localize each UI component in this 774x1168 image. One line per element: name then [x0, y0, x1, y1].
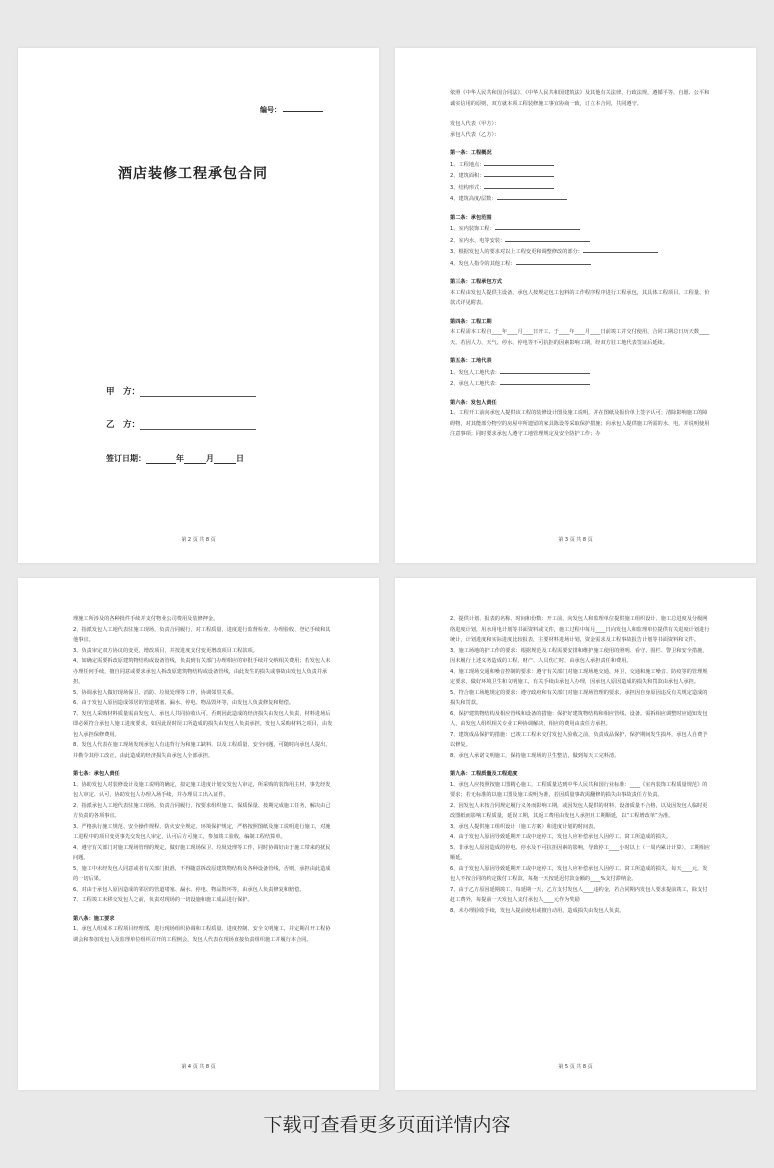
section-heading: 第二条：承包范围	[450, 214, 492, 221]
list-item: 1、发包人工地代表：	[450, 367, 711, 379]
paragraph: 1、承包人组成本工程项目经理部，进行现场组织协调和工程质量、进度控制、安全文明施工，并定期召开工程协调会和参加发包人及监理单位组织召开的工程例会，发包人代表在现场直接负责组织施工并履行本合同。	[73, 926, 331, 943]
paragraph: 1、承包人应按照按施工图精心施工，工程质量达到中华人民共和国行业标准：____《室内装饰工程质量规范》的要求；若无标准的以施工图及施工说明为准，若因质量事故需翻修的损失由事故责任方负责。	[450, 781, 708, 798]
list-item: 2、承包人工地代表：	[450, 378, 711, 390]
paragraph: 7、由于乙方原因延期竣工，每延期一天，乙方支付发包人____违约金，若合同期内发包人要求提前竣工，除支付赶工费外，每提前一天发包人支付承包人____元作为奖励	[450, 886, 708, 903]
page-footer: 第 2 页 共 8 页	[181, 537, 216, 543]
paragraph: 5、非承包人原因造成的停电、停水及不可抗拒因素的影响，导致停工____小时以上（一周内累计计算），工期相应顺延。	[450, 844, 711, 861]
paragraph: 8、发包人代表在施工现场发现承包人有违背行为和施工缺料、以及工程质量、安全问题，可随时向承包人提出，并勒令其停工改正，由此造成的经济损失由承包人全部承担。	[73, 742, 331, 759]
paragraph: 6、对由于承包人原因造成的邻居的管道堵塞、漏水、停电、物品毁坏等，由承包人负责修复和赔偿。	[73, 886, 305, 893]
paragraph: 7、工程竣工未移交发包人之前，负责对现场的一切设施和施工成品进行保护。	[73, 897, 253, 903]
paragraph: 理施工所涉及的各种批件手续并支付物业公司费用及装修押金。	[73, 616, 219, 622]
contract-number: 编号：	[260, 104, 323, 115]
list-item: 3、结构形式：	[450, 182, 711, 194]
list-item: 2、室内水、电等安装：	[450, 235, 711, 247]
contract-page-2	[18, 48, 379, 563]
page-footer: 第 4 页 共 8 页	[181, 1064, 216, 1070]
paragraph: 2、因发包人未按合同规定履行义务而影响工期，或因发包人提供的材料、设备质量不合格，以及因发包人临时更改图纸而影响工程质量，延误工期，其返工费用由发包人承担且工期顺延，以“工程增改单”为准。	[450, 802, 708, 819]
paragraph: 5、协调承包人做好现场保卫、消防、垃圾处理等工作，协调邻里关系。	[73, 689, 238, 696]
paragraph: 6、保护建筑物结构及相应管线和设备的措施：保护好建筑物结构和相应管线、设备。需拆相应调整时应通知发包人，由发包人组织相关专业工种协调解决，相应的费用由责任方承担。	[450, 710, 708, 727]
section-heading: 第四条：工程工期	[450, 318, 492, 325]
paragraph: 1、工程开工前向承包人提供该工程的装修设计图及施工说明，并在图纸及报价单上签字认可；清除影响施工的障碍物，对其能部分物空的房屋中所遗留的家具陈设等采取保护措施；向承包人提供施工所需的水、电，并说明使用注意事项；同时要求承包人遵守工地管理规定及安全防护工作；办	[450, 410, 710, 437]
section-heading: 第六条：发包人责任	[450, 399, 497, 406]
paragraph: 3、施工场地的护工作的要求：根据规范及工程需要安排和维护施工使用的照明、看守、围栏、警卫和安全措施，因未履行上述义务造成的工程、财产、人员伤亡时，由承包人承担责任和费用。	[450, 647, 708, 664]
paragraph: 6、由于发包人原因造成邻居的管道堵塞、漏水、停电、物品毁坏等，由发包人负责修复和赔偿。	[73, 700, 295, 706]
download-caption: 下载可查看更多页面详情内容	[263, 1114, 511, 1136]
paragraph: 2、指派承包人工地代表驻施工现场，负责合同履行，按要求组织施工，保质保量、按期完成施工任务，解决由己方负责的各项事宜。	[73, 802, 331, 819]
paragraph: 2、指派发包人工地代表驻施工现场，负责合同履行，对工程质量、进度进行监督检查，办理验收、登记手续和其他事宜。	[73, 626, 331, 643]
list-item: 3、根据发包人的要求对以上工程变更和调整修改的部分：	[450, 246, 711, 258]
paragraph: 8、承包人承诺文明施工，保持施工现场的卫生整洁，做到每天工完料清。	[450, 752, 620, 759]
contract-page-4	[18, 578, 379, 1090]
paragraph: 本工程由发包人提供主设备，承包人按规定包工包料的工作程序程序进行工程承包，其具体工程项目、工程量、价款式详见附表。	[450, 289, 710, 306]
sign-date: 签订日期： 年 月 日	[106, 454, 244, 463]
paragraph: 本工程需本工程自____年____月____日开工，于____年____月____日前竣工并交付使用，合同工期总日历天数____天。若因人力、天气、停水、停电等不可抗拒的因素影响工期，经双方驻工地代表签证后延续。	[450, 329, 710, 346]
section-heading: 第五条：工地代表	[450, 358, 492, 364]
rep-a: 发包人代表（甲方）：	[450, 121, 500, 127]
paragraph: 6、由于发包人原因导致延期开工或中途停工，发包人应补偿承包人因停工、窝工所造成的损失，每天____元，发包人不按合同的约定拨付工程款，每拖一天按延迟付款金额的____%支付滞纳金。	[450, 865, 708, 882]
paragraph: 8、未办理验收手续，发包人提前使用或擅自动用，造成损失由发包人负责。	[450, 907, 625, 914]
list-item: 4、建筑高度/层数：	[450, 193, 711, 205]
paragraph: 3、严格执行施工规范、安全操作规程、防火安全规定、环境保护规定，严格按照图纸及施工说明进行施工，对施工进程中的项目变更事先交发包人审定，认可后方可施工，参加竣工验收，编制工程结算单。	[73, 823, 331, 840]
paragraph: 3、承包人提供施工组织设计（施工方案）和进度计划的时间表。	[450, 823, 599, 830]
section-heading: 第一条：工程概况	[450, 150, 492, 156]
rep-b: 承包人代表（乙方）：	[450, 131, 500, 138]
party-b-field: 乙 方：	[106, 418, 256, 430]
paragraph: 7、发包人采购材料质量需由发包人、承包人共同验收认可，否则因此造成的经济损失由发包人负责，材料进场后即必须符合承包人施工进度要求，如因此误时误工所造成的损失由发包人负责承担。发包人采购材料之项目，由发包人承担保修费用。	[73, 710, 333, 738]
section-heading: 第三条：工程承包方式	[450, 279, 502, 285]
paragraph: 3、负责审定双方协议的变更、增改项目，并按进度支付变更增改项目工程款项。	[73, 647, 258, 654]
paragraph: 2、提供计划、报表的名称、时间和份数：开工前，向发包人和监理单位提供施工组织设计、施工总进度及分级网络进度计划，用水用电计划等书面资料或文件，施工过程中每月____日向发包人和监理单位提供有关进度计划进行统计，计划进度和实际进度比较报表，主要材料进场计划，资金需求及工程事故报告计划等书面资料和文件。	[450, 616, 710, 643]
paragraph: 4、遵守有关部门对施工现场管理的规定，做好施工现场保卫、垃圾处理等工作，同时协调好由于施工带来的扰民问题。	[73, 844, 331, 861]
section-heading: 第八条：施工要求	[73, 915, 115, 922]
section-heading: 第七条：承包人责任	[73, 771, 120, 777]
number-blank	[283, 104, 323, 112]
paragraph: 4、如确定需要拆改原建筑物结构或设备管线，负责到有关部门办理相应的审批手续并交纳相关费用；若发包人未办理任何手续，擅自同意或要求承包人拆改原建筑物结构或设备管线，由此发生的损失或事故由发包人负责并承担。	[73, 658, 331, 685]
party-a-field: 甲 方：	[106, 385, 256, 397]
page-body	[73, 614, 334, 945]
list-item: 1、室内装饰工程：	[450, 223, 711, 235]
page-footer: 第 3 页 共 8 页	[558, 537, 593, 543]
page-body	[450, 614, 711, 916]
section-heading: 第九条：工程质量及工程进度	[450, 771, 518, 777]
list-item: 2、建筑面积：	[450, 170, 711, 182]
list-item: 1、工程地点：	[450, 159, 711, 171]
paragraph: 1、协助发包人对装修设计及施工说明的确定，拟定施工进度计划交发包人审定，所采购的装饰用主材，事先经发包人审定、认可，协助发包人办理入场手续，并办理员工出入证件。	[73, 781, 331, 798]
contract-title: 酒店装修工程承包合同	[118, 166, 268, 182]
paragraph: 5、符合施工场地规定的要求：遵守政府和有关部门对施工现场管理的要求，承担因自身原因违反有关规定造成的损失和罚款。	[450, 689, 708, 706]
paragraph: 5、施工中未经发包人同意或者有关部门批准，不得随意拆改原建筑物结构及各种设备管线，否则，承担由此造成的一切后果。	[73, 865, 331, 882]
paragraph: 4、施工现场交通和噪音控制的要求：遵守有关部门对施工现场地交通、环卫、交通和施工噪音、防疫等的管理规定要求，做好环境卫生和文明施工，有关手续由承包人办理，因承包人原因造成的损失和罚款由承包人承担。	[450, 668, 708, 685]
page-body	[450, 88, 711, 440]
contract-page-3	[395, 48, 756, 563]
party-a-blank	[140, 388, 256, 397]
contract-page-5	[395, 578, 756, 1090]
list-item: 4、发包人指令的其他工程：	[450, 258, 711, 270]
intro-paragraph: 依照《中华人民共和国合同法》、《中华人民共和国建筑法》及其他有关法律、行政法规，遵循平等、自愿、公平和诚实信用的原则，双方就本项工程装修施工事宜协商一致，订立本合同，共同遵守。	[450, 90, 710, 107]
paragraph: 4、由于发包人原因导致延期开工或中途停工，发包人应补偿承包人因停工、窝工所造成的损失。	[450, 834, 672, 840]
page-footer: 第 5 页 共 8 页	[558, 1064, 593, 1070]
party-b-blank	[140, 421, 256, 430]
paragraph: 7、建筑成品保护的措施：已竣工工程未交付发包人验收之前，负责成品保护，保护期间发生损坏，承包人自费予以修复。	[450, 731, 708, 748]
